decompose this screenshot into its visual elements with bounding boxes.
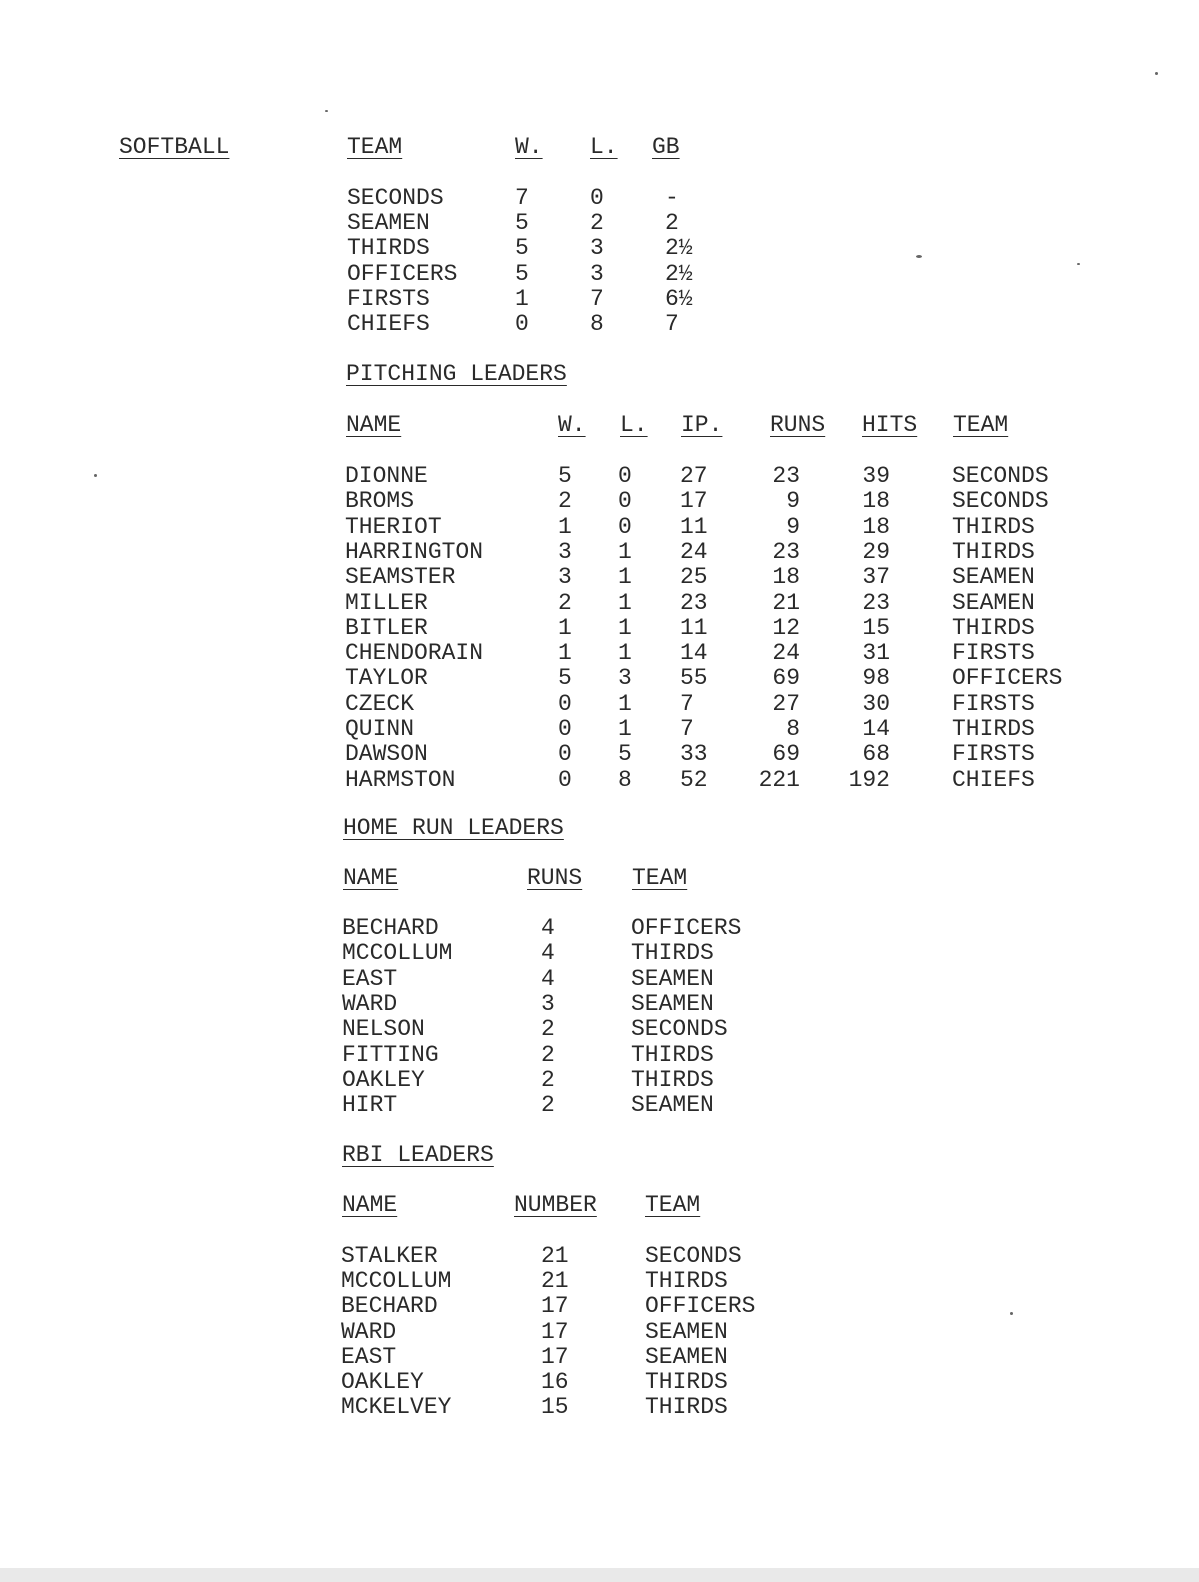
cell-name: HIRT	[342, 1092, 398, 1119]
column-header-runs: RUNS	[770, 412, 826, 438]
cell-team: THIRDS	[631, 940, 714, 967]
cell-gb: 2	[665, 210, 679, 237]
cell-l: 1	[618, 640, 632, 667]
cell-runs: 4	[541, 940, 555, 967]
cell-runs: 2	[541, 1066, 555, 1093]
cell-hits: 15	[862, 614, 890, 641]
cell-hits: 30	[862, 690, 890, 717]
cell-l: 1	[618, 538, 632, 565]
cell-team: THIRDS	[631, 1066, 714, 1093]
cell-team: CHIEFS	[952, 766, 1035, 793]
cell-l: 1	[618, 690, 632, 717]
cell-name: MCCOLLUM	[342, 940, 453, 967]
scan-speck	[325, 110, 328, 112]
cell-l: 3	[590, 260, 604, 287]
cell-number: 16	[541, 1369, 569, 1395]
cell-runs: 18	[772, 564, 800, 591]
cell-hits: 29	[862, 538, 890, 565]
cell-hits: 68	[862, 741, 890, 768]
cell-gb: 2½	[665, 235, 693, 262]
cell-name: DAWSON	[345, 741, 428, 768]
cell-runs: 21	[772, 589, 800, 616]
cell-ip: 11	[680, 614, 708, 641]
column-header-name: NAME	[346, 412, 402, 438]
cell-name: OAKLEY	[341, 1369, 424, 1395]
cell-team: SECONDS	[631, 1016, 728, 1043]
cell-l: 3	[618, 665, 632, 692]
cell-runs: 2	[541, 1016, 555, 1043]
cell-name: BITLER	[345, 614, 428, 641]
cell-name: BROMS	[345, 488, 415, 515]
section-title: RBI LEADERS	[342, 1142, 494, 1168]
cell-team: THIRDS	[631, 1041, 714, 1068]
cell-name: THERIOT	[345, 513, 442, 540]
cell-ip: 14	[680, 640, 708, 667]
cell-team: SEAMEN	[952, 564, 1035, 591]
cell-l: 1	[618, 716, 632, 742]
cell-hits: 31	[862, 640, 890, 667]
cell-w: 2	[558, 589, 572, 616]
cell-runs: 9	[786, 488, 800, 515]
cell-team: FIRSTS	[952, 640, 1035, 667]
cell-w: 7	[515, 185, 529, 211]
cell-name: OAKLEY	[342, 1066, 425, 1093]
cell-team: SEAMEN	[645, 1343, 728, 1370]
cell-l: 8	[590, 311, 604, 337]
cell-w: 3	[558, 564, 572, 591]
cell-name: CHENDORAIN	[345, 640, 484, 667]
column-header-name: NAME	[343, 865, 399, 891]
cell-w: 5	[515, 260, 529, 287]
cell-ip: 24	[680, 538, 708, 565]
cell-w: 0	[558, 741, 572, 768]
cell-number: 17	[541, 1343, 569, 1370]
cell-team: SECONDS	[952, 488, 1049, 515]
cell-name: STALKER	[341, 1243, 438, 1269]
cell-ip: 7	[680, 716, 694, 742]
cell-team: THIRDS	[645, 1369, 728, 1395]
cell-team: FIRSTS	[347, 285, 430, 312]
cell-name: MCCOLLUM	[341, 1268, 452, 1295]
scan-speck	[1077, 263, 1080, 265]
cell-hits: 37	[862, 564, 890, 591]
cell-l: 0	[618, 488, 632, 515]
cell-team: SEAMEN	[952, 589, 1035, 616]
cell-gb: 6½	[665, 285, 693, 312]
column-header-hits: HITS	[862, 412, 918, 438]
cell-w: 5	[558, 665, 572, 692]
cell-name: MCKELVEY	[341, 1394, 452, 1421]
cell-runs: 27	[772, 690, 800, 717]
cell-gb: -	[665, 185, 679, 211]
cell-l: 0	[618, 513, 632, 540]
cell-w: 1	[558, 614, 572, 641]
column-header-name: NAME	[342, 1192, 398, 1218]
cell-hits: 39	[862, 463, 890, 489]
cell-name: WARD	[341, 1318, 397, 1345]
cell-ip: 25	[680, 564, 708, 591]
cell-team: SECONDS	[645, 1243, 742, 1269]
cell-runs: 2	[541, 1092, 555, 1119]
cell-w: 5	[558, 463, 572, 489]
cell-team: FIRSTS	[952, 690, 1035, 717]
cell-name: CZECK	[345, 690, 415, 717]
cell-team: OFFICERS	[645, 1293, 756, 1320]
cell-name: MILLER	[345, 589, 428, 616]
cell-w: 0	[558, 690, 572, 717]
cell-gb: 2½	[665, 260, 693, 287]
cell-runs: 69	[772, 741, 800, 768]
scan-edge	[0, 1568, 1199, 1582]
cell-runs: 69	[772, 665, 800, 692]
column-header-runs: RUNS	[527, 865, 583, 891]
cell-ip: 52	[680, 766, 708, 793]
cell-name: FITTING	[342, 1041, 439, 1068]
cell-team: SEAMEN	[631, 990, 714, 1017]
cell-team: THIRDS	[952, 716, 1035, 742]
cell-w: 2	[558, 488, 572, 515]
column-header-ip: IP.	[681, 412, 723, 438]
scan-speck	[1155, 72, 1158, 75]
cell-w: 0	[558, 766, 572, 793]
cell-hits: 23	[862, 589, 890, 616]
cell-team: OFFICERS	[347, 260, 458, 287]
cell-name: WARD	[342, 990, 398, 1017]
cell-name: HARRINGTON	[345, 538, 484, 565]
cell-team: THIRDS	[645, 1394, 728, 1421]
cell-name: EAST	[341, 1343, 397, 1370]
cell-ip: 33	[680, 741, 708, 768]
column-header-w: W.	[515, 134, 543, 160]
cell-l: 1	[618, 564, 632, 591]
cell-name: NELSON	[342, 1016, 425, 1043]
cell-team: OFFICERS	[631, 915, 742, 941]
cell-runs: 23	[772, 538, 800, 565]
cell-ip: 17	[680, 488, 708, 515]
column-header-team: TEAM	[632, 865, 688, 891]
cell-runs: 23	[772, 463, 800, 489]
section-title: PITCHING LEADERS	[346, 361, 567, 387]
cell-l: 5	[618, 741, 632, 768]
cell-l: 7	[590, 285, 604, 312]
cell-l: 2	[590, 210, 604, 237]
section-title: HOME RUN LEADERS	[343, 815, 564, 841]
cell-number: 15	[541, 1394, 569, 1421]
scan-speck	[916, 255, 922, 258]
cell-w: 5	[515, 235, 529, 262]
cell-name: HARMSTON	[345, 766, 456, 793]
cell-w: 5	[515, 210, 529, 237]
cell-l: 0	[590, 185, 604, 211]
cell-l: 0	[618, 463, 632, 489]
cell-team: THIRDS	[952, 538, 1035, 565]
cell-name: SEAMSTER	[345, 564, 456, 591]
cell-number: 17	[541, 1318, 569, 1345]
column-header-number: NUMBER	[514, 1192, 597, 1218]
cell-runs: 12	[772, 614, 800, 641]
cell-runs: 2	[541, 1041, 555, 1068]
cell-team: OFFICERS	[952, 665, 1063, 692]
cell-team: SEAMEN	[645, 1318, 728, 1345]
cell-runs: 4	[541, 965, 555, 992]
scan-speck	[94, 474, 97, 477]
cell-hits: 98	[862, 665, 890, 692]
softball-heading: SOFTBALL	[119, 134, 230, 160]
column-header-l: L.	[590, 134, 618, 160]
cell-name: BECHARD	[341, 1293, 438, 1320]
cell-hits: 18	[862, 488, 890, 515]
cell-w: 0	[558, 716, 572, 742]
cell-name: QUINN	[345, 716, 415, 742]
cell-runs: 9	[786, 513, 800, 540]
cell-l: 1	[618, 589, 632, 616]
cell-team: THIRDS	[952, 513, 1035, 540]
cell-ip: 27	[680, 463, 708, 489]
cell-team: THIRDS	[347, 235, 430, 262]
cell-l: 1	[618, 614, 632, 641]
cell-l: 3	[590, 235, 604, 262]
cell-l: 8	[618, 766, 632, 793]
column-header-team: TEAM	[645, 1192, 701, 1218]
cell-name: DIONNE	[345, 463, 428, 489]
column-header-w: W.	[558, 412, 586, 438]
cell-ip: 11	[680, 513, 708, 540]
column-header-team: TEAM	[953, 412, 1009, 438]
cell-hits: 18	[862, 513, 890, 540]
cell-name: BECHARD	[342, 915, 439, 941]
cell-ip: 55	[680, 665, 708, 692]
cell-runs: 24	[772, 640, 800, 667]
column-header-l: L.	[620, 412, 648, 438]
cell-w: 1	[558, 640, 572, 667]
cell-number: 21	[541, 1268, 569, 1295]
scan-speck	[1010, 1312, 1013, 1315]
cell-w: 3	[558, 538, 572, 565]
cell-name: EAST	[342, 965, 398, 992]
cell-runs: 221	[758, 766, 800, 793]
cell-w: 1	[515, 285, 529, 312]
cell-ip: 7	[680, 690, 694, 717]
cell-hits: 14	[862, 716, 890, 742]
cell-name: TAYLOR	[345, 665, 428, 692]
cell-team: FIRSTS	[952, 741, 1035, 768]
cell-team: THIRDS	[645, 1268, 728, 1295]
cell-w: 1	[558, 513, 572, 540]
cell-number: 21	[541, 1243, 569, 1269]
cell-team: SECONDS	[347, 185, 444, 211]
cell-team: CHIEFS	[347, 311, 430, 337]
cell-number: 17	[541, 1293, 569, 1320]
column-header-gb: GB	[652, 134, 680, 160]
cell-w: 0	[515, 311, 529, 337]
cell-runs: 4	[541, 915, 555, 941]
cell-team: SEAMEN	[347, 210, 430, 237]
column-header-team: TEAM	[347, 134, 403, 160]
cell-team: SEAMEN	[631, 1092, 714, 1119]
cell-team: THIRDS	[952, 614, 1035, 641]
cell-runs: 8	[786, 716, 800, 742]
cell-gb: 7	[665, 311, 679, 337]
cell-runs: 3	[541, 990, 555, 1017]
cell-ip: 23	[680, 589, 708, 616]
cell-team: SEAMEN	[631, 965, 714, 992]
cell-hits: 192	[848, 766, 890, 793]
cell-team: SECONDS	[952, 463, 1049, 489]
